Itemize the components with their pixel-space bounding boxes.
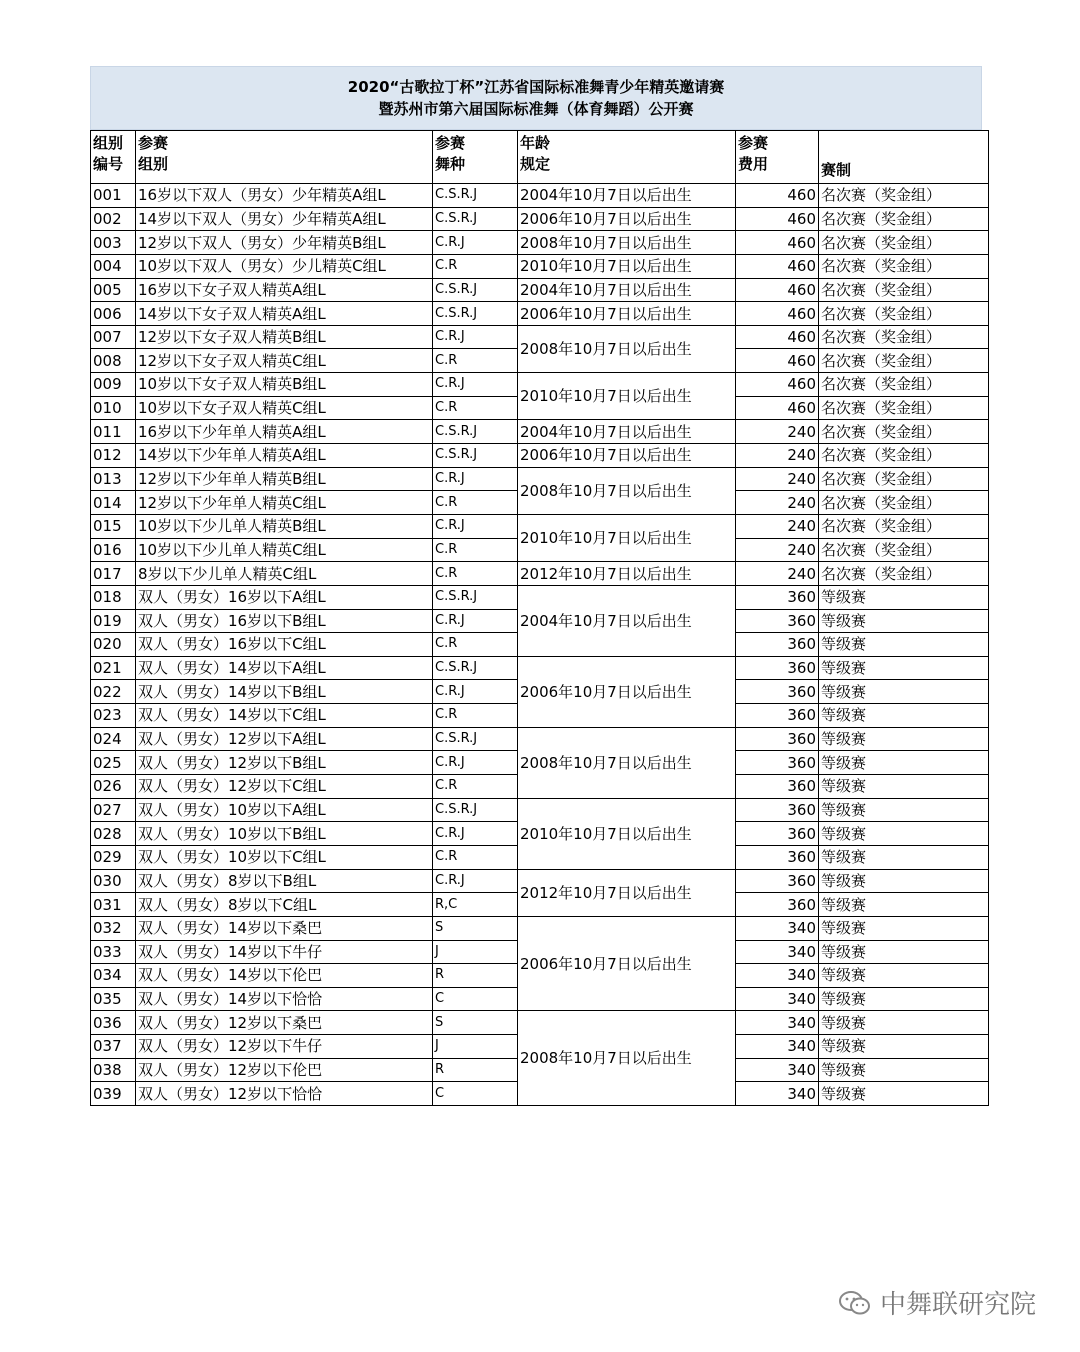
cell-group: 双人（男女）14岁以下伦巴 — [136, 964, 433, 988]
cell-format: 名次赛（奖金组） — [819, 514, 989, 538]
cell-format: 等级赛 — [819, 751, 989, 775]
cell-format: 等级赛 — [819, 987, 989, 1011]
cell-format: 名次赛（奖金组） — [819, 562, 989, 586]
cell-format: 名次赛（奖金组） — [819, 278, 989, 302]
cell-code: 039 — [91, 1082, 136, 1106]
cell-dance: C.R.J — [433, 822, 518, 846]
cell-group: 双人（男女）16岁以下C组L — [136, 633, 433, 657]
cell-format: 等级赛 — [819, 775, 989, 799]
cell-fee: 240 — [736, 491, 819, 515]
cell-format: 名次赛（奖金组） — [819, 325, 989, 349]
cell-group: 双人（男女）14岁以下桑巴 — [136, 916, 433, 940]
cell-fee: 360 — [736, 609, 819, 633]
header-group: 参赛 组别 — [136, 131, 433, 184]
cell-code: 005 — [91, 278, 136, 302]
cell-code: 013 — [91, 467, 136, 491]
cell-age: 2006年10月7日以后出生 — [518, 444, 736, 468]
cell-age: 2008年10月7日以后出生 — [518, 467, 736, 514]
cell-dance: C.R — [433, 538, 518, 562]
cell-dance: C.R.J — [433, 751, 518, 775]
cell-dance: C.R — [433, 254, 518, 278]
header-fee: 参赛 费用 — [736, 131, 819, 184]
cell-group: 16岁以下女子双人精英A组L — [136, 278, 433, 302]
cell-dance: C.S.R.J — [433, 585, 518, 609]
cell-format: 名次赛（奖金组） — [819, 538, 989, 562]
cell-dance: C.S.R.J — [433, 302, 518, 326]
cell-fee: 340 — [736, 916, 819, 940]
cell-code: 020 — [91, 633, 136, 657]
cell-dance: S — [433, 1011, 518, 1035]
table-row — [91, 184, 989, 208]
cell-group: 双人（男女）12岁以下牛仔 — [136, 1035, 433, 1059]
cell-dance: C.S.R.J — [433, 420, 518, 444]
cell-age: 2006年10月7日以后出生 — [518, 656, 736, 727]
cell-age: 2004年10月7日以后出生 — [518, 184, 736, 208]
cell-format: 等级赛 — [819, 633, 989, 657]
cell-age: 2008年10月7日以后出生 — [518, 727, 736, 798]
cell-dance: C.R.J — [433, 609, 518, 633]
cell-format: 等级赛 — [819, 680, 989, 704]
table-row — [91, 373, 989, 397]
cell-code: 024 — [91, 727, 136, 751]
cell-format: 等级赛 — [819, 964, 989, 988]
cell-code: 017 — [91, 562, 136, 586]
table-row — [91, 1011, 989, 1035]
cell-age: 2006年10月7日以后出生 — [518, 207, 736, 231]
cell-code: 021 — [91, 656, 136, 680]
cell-age: 2008年10月7日以后出生 — [518, 231, 736, 255]
cell-format: 等级赛 — [819, 822, 989, 846]
cell-fee: 340 — [736, 964, 819, 988]
header-format: 赛制 — [819, 131, 989, 184]
cell-group: 双人（男女）14岁以下恰恰 — [136, 987, 433, 1011]
cell-group: 14岁以下女子双人精英A组L — [136, 302, 433, 326]
cell-group: 双人（男女）14岁以下牛仔 — [136, 940, 433, 964]
cell-dance: C.R.J — [433, 467, 518, 491]
cell-fee: 360 — [736, 893, 819, 917]
cell-format: 等级赛 — [819, 609, 989, 633]
cell-code: 038 — [91, 1058, 136, 1082]
cell-age: 2010年10月7日以后出生 — [518, 373, 736, 420]
cell-code: 006 — [91, 302, 136, 326]
cell-dance: C.S.R.J — [433, 207, 518, 231]
cell-age: 2012年10月7日以后出生 — [518, 869, 736, 916]
cell-dance: C.R.J — [433, 231, 518, 255]
table-row — [91, 254, 989, 278]
cell-fee: 460 — [736, 254, 819, 278]
cell-fee: 340 — [736, 987, 819, 1011]
cell-code: 004 — [91, 254, 136, 278]
cell-format: 名次赛（奖金组） — [819, 444, 989, 468]
cell-dance: C.S.R.J — [433, 444, 518, 468]
table-row — [91, 420, 989, 444]
cell-fee: 460 — [736, 373, 819, 397]
cell-format: 等级赛 — [819, 727, 989, 751]
table-row — [91, 656, 989, 680]
cell-group: 16岁以下双人（男女）少年精英A组L — [136, 184, 433, 208]
table-row — [91, 562, 989, 586]
cell-fee: 340 — [736, 1058, 819, 1082]
cell-format: 名次赛（奖金组） — [819, 491, 989, 515]
cell-dance: C.R.J — [433, 373, 518, 397]
cell-fee: 240 — [736, 420, 819, 444]
cell-code: 002 — [91, 207, 136, 231]
schedule-sheet — [90, 66, 982, 1106]
cell-age: 2006年10月7日以后出生 — [518, 916, 736, 1011]
cell-code: 023 — [91, 704, 136, 728]
cell-age: 2008年10月7日以后出生 — [518, 325, 736, 372]
cell-code: 034 — [91, 964, 136, 988]
cell-group: 双人（男女）12岁以下伦巴 — [136, 1058, 433, 1082]
cell-fee: 340 — [736, 1011, 819, 1035]
cell-code: 036 — [91, 1011, 136, 1035]
cell-fee: 460 — [736, 184, 819, 208]
cell-age: 2012年10月7日以后出生 — [518, 562, 736, 586]
cell-fee: 360 — [736, 704, 819, 728]
cell-dance: C.R — [433, 633, 518, 657]
cell-dance: C.R.J — [433, 514, 518, 538]
cell-group: 双人（男女）16岁以下B组L — [136, 609, 433, 633]
cell-code: 010 — [91, 396, 136, 420]
cell-code: 027 — [91, 798, 136, 822]
cell-code: 011 — [91, 420, 136, 444]
cell-format: 名次赛（奖金组） — [819, 302, 989, 326]
cell-code: 012 — [91, 444, 136, 468]
cell-format: 等级赛 — [819, 656, 989, 680]
cell-format: 等级赛 — [819, 585, 989, 609]
cell-dance: C.R — [433, 349, 518, 373]
cell-format: 等级赛 — [819, 1035, 989, 1059]
cell-group: 12岁以下少年单人精英B组L — [136, 467, 433, 491]
cell-format: 名次赛（奖金组） — [819, 254, 989, 278]
cell-fee: 360 — [736, 775, 819, 799]
cell-code: 032 — [91, 916, 136, 940]
cell-fee: 460 — [736, 231, 819, 255]
cell-group: 双人（男女）14岁以下A组L — [136, 656, 433, 680]
table-row — [91, 869, 989, 893]
title-line-2: 暨苏州市第六届国际标准舞（体育舞蹈）公开赛 — [378, 100, 694, 118]
cell-age: 2004年10月7日以后出生 — [518, 278, 736, 302]
cell-dance: C.S.R.J — [433, 798, 518, 822]
cell-code: 019 — [91, 609, 136, 633]
cell-code: 022 — [91, 680, 136, 704]
cell-fee: 340 — [736, 1035, 819, 1059]
cell-fee: 360 — [736, 680, 819, 704]
cell-format: 等级赛 — [819, 1058, 989, 1082]
cell-format: 名次赛（奖金组） — [819, 467, 989, 491]
cell-format: 等级赛 — [819, 893, 989, 917]
cell-group: 10岁以下少儿单人精英B组L — [136, 514, 433, 538]
table-row — [91, 798, 989, 822]
cell-dance: R — [433, 964, 518, 988]
cell-fee: 240 — [736, 467, 819, 491]
cell-age: 2006年10月7日以后出生 — [518, 302, 736, 326]
cell-fee: 460 — [736, 396, 819, 420]
cell-age: 2004年10月7日以后出生 — [518, 585, 736, 656]
cell-group: 12岁以下双人（男女）少年精英B组L — [136, 231, 433, 255]
cell-dance: C.R.J — [433, 680, 518, 704]
cell-dance: C.S.R.J — [433, 727, 518, 751]
cell-dance: C.R — [433, 704, 518, 728]
cell-group: 双人（男女）8岁以下C组L — [136, 893, 433, 917]
cell-dance: C.S.R.J — [433, 278, 518, 302]
cell-age: 2008年10月7日以后出生 — [518, 1011, 736, 1106]
header-age: 年龄 规定 — [518, 131, 736, 184]
cell-fee: 460 — [736, 325, 819, 349]
cell-dance: C.R — [433, 845, 518, 869]
cell-group: 10岁以下女子双人精英C组L — [136, 396, 433, 420]
header-row — [91, 131, 989, 184]
cell-group: 双人（男女）12岁以下A组L — [136, 727, 433, 751]
cell-fee: 240 — [736, 514, 819, 538]
cell-format: 等级赛 — [819, 704, 989, 728]
cell-format: 等级赛 — [819, 916, 989, 940]
table-row — [91, 444, 989, 468]
cell-fee: 460 — [736, 302, 819, 326]
cell-code: 028 — [91, 822, 136, 846]
cell-code: 007 — [91, 325, 136, 349]
cell-fee: 240 — [736, 562, 819, 586]
title-bar — [90, 66, 982, 130]
cell-code: 015 — [91, 514, 136, 538]
cell-code: 029 — [91, 845, 136, 869]
cell-group: 10岁以下少儿单人精英C组L — [136, 538, 433, 562]
cell-dance: C — [433, 987, 518, 1011]
cell-group: 10岁以下双人（男女）少儿精英C组L — [136, 254, 433, 278]
competition-table — [90, 130, 989, 1106]
cell-format: 名次赛（奖金组） — [819, 373, 989, 397]
cell-fee: 360 — [736, 869, 819, 893]
cell-dance: C.R — [433, 491, 518, 515]
cell-group: 双人（男女）8岁以下B组L — [136, 869, 433, 893]
cell-group: 双人（男女）14岁以下B组L — [136, 680, 433, 704]
cell-fee: 360 — [736, 845, 819, 869]
cell-format: 等级赛 — [819, 940, 989, 964]
table-row — [91, 231, 989, 255]
table-row — [91, 207, 989, 231]
cell-dance: C.S.R.J — [433, 656, 518, 680]
cell-group: 12岁以下女子双人精英C组L — [136, 349, 433, 373]
table-row — [91, 585, 989, 609]
cell-age: 2010年10月7日以后出生 — [518, 254, 736, 278]
cell-format: 名次赛（奖金组） — [819, 420, 989, 444]
watermark — [838, 1284, 1036, 1321]
table-row — [91, 514, 989, 538]
cell-format: 等级赛 — [819, 1011, 989, 1035]
cell-dance: R,C — [433, 893, 518, 917]
cell-group: 14岁以下少年单人精英A组L — [136, 444, 433, 468]
cell-group: 双人（男女）12岁以下桑巴 — [136, 1011, 433, 1035]
cell-dance: R — [433, 1058, 518, 1082]
cell-group: 双人（男女）16岁以下A组L — [136, 585, 433, 609]
table-body — [91, 184, 989, 1106]
cell-dance: C — [433, 1082, 518, 1106]
cell-dance: J — [433, 1035, 518, 1059]
cell-fee: 360 — [736, 633, 819, 657]
header-code: 组别 编号 — [91, 131, 136, 184]
cell-dance: C.R.J — [433, 325, 518, 349]
cell-code: 031 — [91, 893, 136, 917]
cell-code: 014 — [91, 491, 136, 515]
cell-format: 名次赛（奖金组） — [819, 396, 989, 420]
cell-group: 16岁以下少年单人精英A组L — [136, 420, 433, 444]
cell-dance: C.S.R.J — [433, 184, 518, 208]
cell-fee: 460 — [736, 349, 819, 373]
cell-code: 026 — [91, 775, 136, 799]
title-line-1: 2020“古歌拉丁杯”江苏省国际标准舞青少年精英邀请赛 — [347, 78, 725, 96]
cell-format: 等级赛 — [819, 1082, 989, 1106]
cell-code: 025 — [91, 751, 136, 775]
cell-fee: 460 — [736, 278, 819, 302]
cell-format: 等级赛 — [819, 869, 989, 893]
cell-code: 003 — [91, 231, 136, 255]
table-row — [91, 325, 989, 349]
cell-group: 双人（男女）10岁以下A组L — [136, 798, 433, 822]
cell-dance: C.R — [433, 775, 518, 799]
cell-dance: S — [433, 916, 518, 940]
cell-code: 009 — [91, 373, 136, 397]
cell-fee: 360 — [736, 727, 819, 751]
cell-fee: 240 — [736, 538, 819, 562]
cell-fee: 340 — [736, 1082, 819, 1106]
cell-group: 12岁以下女子双人精英B组L — [136, 325, 433, 349]
table-row — [91, 727, 989, 751]
cell-age: 2004年10月7日以后出生 — [518, 420, 736, 444]
cell-fee: 360 — [736, 822, 819, 846]
cell-fee: 360 — [736, 751, 819, 775]
cell-format: 名次赛（奖金组） — [819, 231, 989, 255]
cell-fee: 240 — [736, 444, 819, 468]
cell-code: 001 — [91, 184, 136, 208]
cell-group: 双人（男女）14岁以下C组L — [136, 704, 433, 728]
cell-fee: 340 — [736, 940, 819, 964]
cell-group: 双人（男女）12岁以下恰恰 — [136, 1082, 433, 1106]
cell-group: 双人（男女）12岁以下C组L — [136, 775, 433, 799]
cell-group: 8岁以下少儿单人精英C组L — [136, 562, 433, 586]
cell-group: 10岁以下女子双人精英B组L — [136, 373, 433, 397]
cell-code: 037 — [91, 1035, 136, 1059]
cell-format: 名次赛（奖金组） — [819, 349, 989, 373]
cell-fee: 460 — [736, 207, 819, 231]
cell-group: 14岁以下双人（男女）少年精英A组L — [136, 207, 433, 231]
header-dance: 参赛 舞种 — [433, 131, 518, 184]
cell-format: 名次赛（奖金组） — [819, 207, 989, 231]
table-row — [91, 278, 989, 302]
cell-group: 12岁以下少年单人精英C组L — [136, 491, 433, 515]
cell-format: 名次赛（奖金组） — [819, 184, 989, 208]
cell-group: 双人（男女）10岁以下C组L — [136, 845, 433, 869]
watermark-text: 中舞联研究院 — [880, 1290, 1037, 1320]
cell-code: 035 — [91, 987, 136, 1011]
cell-fee: 360 — [736, 585, 819, 609]
cell-code: 033 — [91, 940, 136, 964]
cell-dance: C.R — [433, 396, 518, 420]
wechat-icon — [838, 1289, 872, 1317]
table-row — [91, 916, 989, 940]
cell-dance: C.R — [433, 562, 518, 586]
table-row — [91, 302, 989, 326]
table-row — [91, 467, 989, 491]
cell-age: 2010年10月7日以后出生 — [518, 798, 736, 869]
cell-dance: C.R.J — [433, 869, 518, 893]
cell-group: 双人（男女）10岁以下B组L — [136, 822, 433, 846]
cell-group: 双人（男女）12岁以下B组L — [136, 751, 433, 775]
cell-code: 018 — [91, 585, 136, 609]
cell-code: 008 — [91, 349, 136, 373]
cell-code: 030 — [91, 869, 136, 893]
cell-fee: 360 — [736, 656, 819, 680]
cell-format: 等级赛 — [819, 798, 989, 822]
cell-fee: 360 — [736, 798, 819, 822]
cell-code: 016 — [91, 538, 136, 562]
cell-dance: J — [433, 940, 518, 964]
cell-age: 2010年10月7日以后出生 — [518, 514, 736, 561]
cell-format: 等级赛 — [819, 845, 989, 869]
